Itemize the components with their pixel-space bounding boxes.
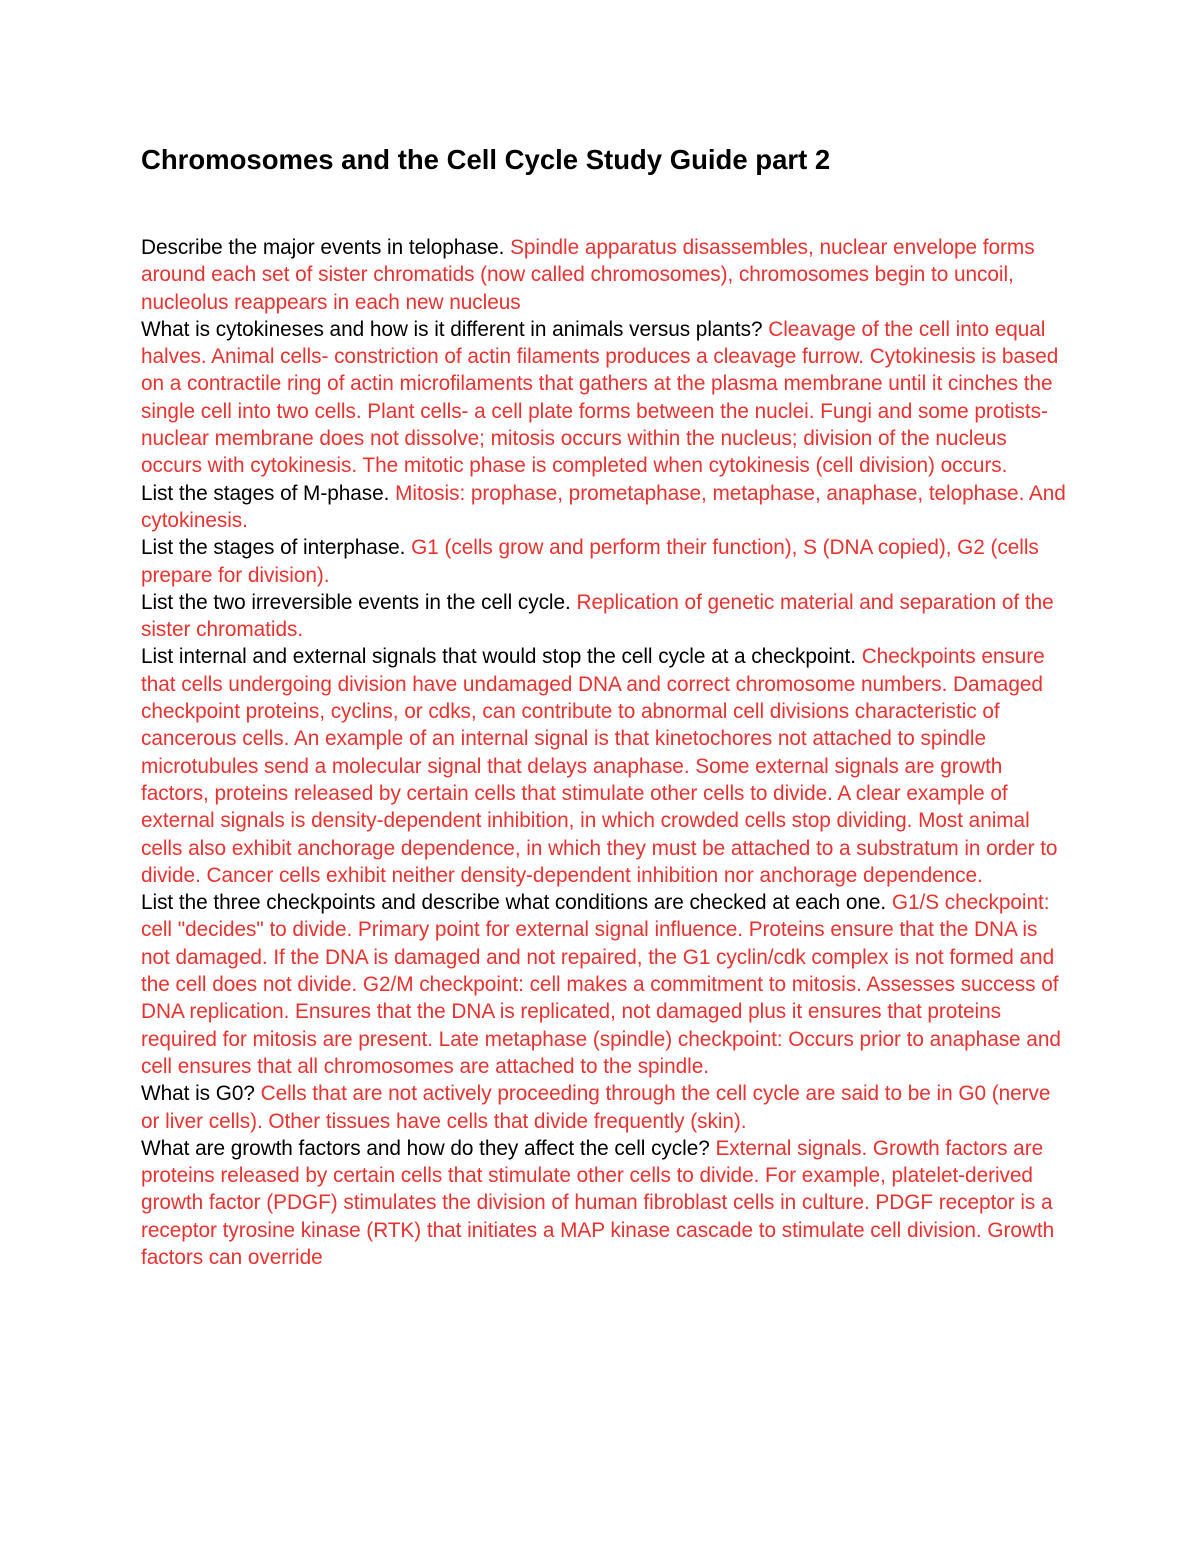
qa-m-phase <box>141 480 1071 535</box>
question-text: Describe the major events in telophase. <box>141 236 505 259</box>
question-text: List the stages of interphase. <box>141 536 406 560</box>
answer-text: G1 (cells grow and perform their function), S (DNA copied), G2 (cells prepare for division). <box>141 536 1039 587</box>
question-text: List internal and external signals that would stop the cell cycle at a checkpoint. <box>141 645 856 669</box>
qa-telophase <box>141 234 1071 316</box>
qa-signals <box>141 643 1071 889</box>
qa-growth-factors <box>141 1135 1071 1271</box>
answer-text: Spindle apparatus disassembles, nuclear envelope forms around each set of sister chromatids (now called chromosomes), chromosomes begin to uncoil, nucleolus reappears in each new nucleus <box>141 236 1035 314</box>
question-text: What is G0? <box>141 1082 255 1106</box>
answer-text: G1/S checkpoint: cell "decides" to divide. Primary point for external signal influence. Proteins ensure that the DNA is not damaged. If the DNA is damaged and not repaired, the G1 cyclin/cdk complex is not formed and the cell does not divide. G2/M checkpoint: cell makes a commitment to mitosis. Assesses success of DNA replication. Ensures that the DNA is replicated, not damaged plus it ensures that proteins required for mitosis are present. Late metaphase (spindle) checkpoint: Occurs prior to anaphase and cell ensures that all chromosomes are attached to the spindle. <box>141 891 1061 1078</box>
answer-text: Replication of genetic material and separation of the sister chromatids. <box>141 590 1054 642</box>
question-text: List the stages of M-phase. <box>141 481 390 505</box>
answer-text: Mitosis: prophase, prometaphase, metaphase, anaphase, telophase. And cytokinesis. <box>141 481 1066 532</box>
answer-text: Checkpoints ensure that cells undergoing division have undamaged DNA and correct chromosome numbers. Damaged checkpoint proteins, cyclins, or cdks, can contribute to abnormal cell divisions characteristic of cancerous cells. An example of an internal signal is that kinetochores not attached to spindle microtubules send a molecular signal that delays anaphase. Some external signals are growth factors, proteins released by certain cells that stimulate other cells to divide. A clear example of external signals is density-dependent inhibition, in which crowded cells stop dividing. Most animal cells also exhibit anchorage dependence, in which they must be attached to a substratum in order to divide. Cancer cells exhibit neither density-dependent inhibition nor anchorage dependence. <box>141 645 1058 887</box>
qa-checkpoints <box>141 889 1071 1080</box>
question-text: List the three checkpoints and describe what conditions are checked at each one. <box>141 891 887 915</box>
question-text: List the two irreversible events in the cell cycle. <box>141 590 571 614</box>
qa-cytokinesis <box>141 316 1071 480</box>
document-body <box>141 138 1071 1271</box>
question-text: What is cytokineses and how is it different in animals versus plants? <box>141 317 763 341</box>
answer-text: External signals. Growth factors are proteins released by certain cells that stimulate other cells to divide. For example, platelet-derived growth factor (PDGF) stimulates the division of human fibroblast cells in culture. PDGF receptor is a receptor tyrosine kinase (RTK) that initiates a MAP kinase cascade to stimulate cell division. Growth factors can override <box>141 1136 1055 1269</box>
qa-interphase <box>141 534 1071 589</box>
qa-g0 <box>141 1080 1071 1135</box>
answer-text: Cells that are not actively proceeding through the cell cycle are said to be in G0 (nerve or liver cells). Other tissues have cells that divide frequently (skin). <box>141 1082 1051 1133</box>
page-title: Chromosomes and the Cell Cycle Study Guide part 2 <box>141 144 831 175</box>
question-text: What are growth factors and how do they affect the cell cycle? <box>141 1136 710 1160</box>
answer-text: Cleavage of the cell into equal halves. Animal cells- constriction of actin filaments produces a cleavage furrow. Cytokinesis is based on a contractile ring of actin microfilaments that gathers at the plasma membrane until it cinches the single cell into two cells. Plant cells- a cell plate forms between the nuclei. Fungi and some protists- nuclear membrane does not dissolve; mitosis occurs within the nucleus; division of the nucleus occurs with cytokinesis. The mitotic phase is completed when cytokinesis (cell division) occurs. <box>141 317 1059 478</box>
qa-irreversible-events <box>141 589 1071 644</box>
